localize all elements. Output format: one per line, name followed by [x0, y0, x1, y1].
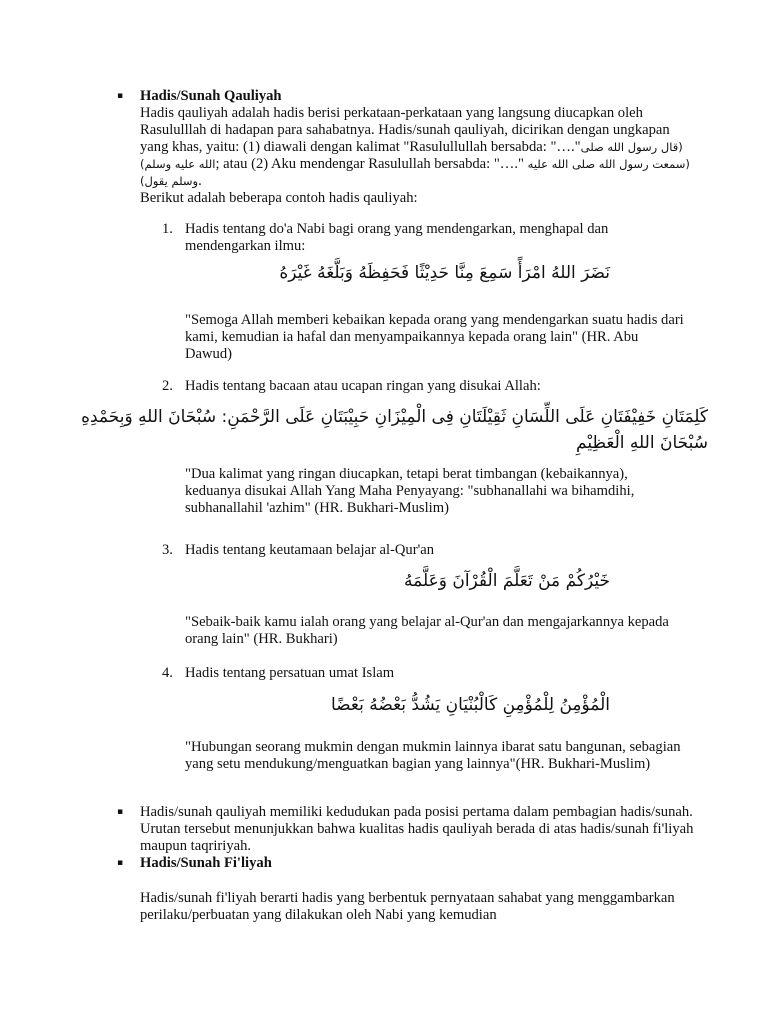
section-qauliyah — [140, 88, 700, 207]
example-number-1: 1. — [162, 221, 173, 237]
intro-text-mid: ; atau (2) Aku mendengar Rasulullah bersabda: "…." — [215, 156, 525, 172]
bullet-marker: ▪ — [117, 807, 124, 817]
section-intro-2: Berikut adalah beberapa contoh hadis qauliyah: — [140, 190, 418, 206]
example-number-4: 4. — [162, 665, 173, 681]
intro-arabic-1: (قال رسول الله صلى الله عليه وسلم) — [140, 140, 683, 171]
section-intro-filiyah: Hadis/sunah fi'liyah berarti hadis yang berbentuk pernyataan sahabat yang menggambarkan perilaku/perbuatan yang dilakukan oleh Nabi yang kemudian — [140, 890, 675, 923]
example-arabic-3: خَيْرُكُمْ مَنْ تَعَلَّمَ الْقُرْآنَ وَعَلَّمَهُ — [404, 571, 610, 591]
intro-text-1: Hadis qauliyah adalah hadis berisi perkataan-perkataan yang langsung diucapkan oleh Rasululllah di hadapan para sahabatnya. Hadis/sunah qauliyah, dicirikan dengan ungkapan yang khas, yaitu: (1) diawali dengan kalimat "Rasulullullah bersabda: — [140, 105, 670, 155]
example-title-2: Hadis tentang bacaan atau ucapan ringan yang disukai Allah: — [185, 378, 541, 394]
example-translation-4: "Hubungan seorang mukmin dengan mukmin lainnya ibarat satu bangunan, sebagian yang setu mendukung/menguatkan bagian yang lainnya"(HR. Bukhari-Muslim) — [185, 739, 681, 772]
example-translation-3: "Sebaik-baik kamu ialah orang yang belajar al-Qur'an dan mengajarkannya kepada orang lain" (HR. Bukhari) — [185, 614, 669, 647]
section-heading-qauliyah: Hadis/Sunah Qauliyah — [140, 88, 282, 104]
example-number-2: 2. — [162, 378, 173, 394]
example-title-1: Hadis tentang do'a Nabi bagi orang yang mendengarkan, menghapal dan mendengarkan ilmu: — [185, 221, 609, 254]
position-note: Hadis/sunah qauliyah memiliki kedudukan pada posisi pertama dalam pembagian hadis/sunah. Urutan tersebut menunjukkan bahwa kualitas hadis qauliyah berada di atas hadis/sunah fi'liyah maupun taqririyah. — [140, 804, 694, 854]
section-heading-filiyah: Hadis/Sunah Fi'liyah — [140, 855, 272, 871]
section-intro-qauliyah — [140, 105, 700, 190]
example-number-3: 3. — [162, 542, 173, 558]
example-arabic-2: كَلِمَتَانِ خَفِيْفَتَانِ عَلَى اللِّسَانِ ثَقِيْلَتَانِ فِى الْمِيْزَانِ حَبِيْبَتَانِ عَلَى الرَّحْمَنِ: سُبْحَانَ اللهِ وَبِحَمْدِهِ سُبْحَانَ اللهِ الْعَظِيْمِ — [81, 407, 708, 453]
example-translation-1: "Semoga Allah memberi kebaikan kepada orang yang mendengarkan suatu hadis dari kami, kemudian ia hafal dan menyampaikannya kepada orang lain" (HR. Abu Dawud) — [185, 312, 684, 362]
bullet-marker: ▪ — [117, 91, 124, 101]
example-title-4: Hadis tentang persatuan umat Islam — [185, 665, 395, 681]
example-translation-2: "Dua kalimat yang ringan diucapkan, tetapi berat timbangan (kebaikannya), keduanya disukai Allah Yang Maha Penyayang: "subhanallahi wa bihamdihi, subhanallahil 'azhim" (HR. Bukhari-Muslim) — [185, 466, 635, 516]
intro-arabic-2: (سمعت رسول الله صلى الله عليه وسلم يقول) — [140, 157, 690, 188]
intro-quote-1: "…." — [550, 139, 581, 155]
bullet-marker: ▪ — [117, 858, 124, 868]
example-arabic-4: الْمُؤْمِنُ لِلْمُؤْمِنِ كَالْبُنْيَانِ يَشُدُّ بَعْضُهُ بَعْضًا — [330, 695, 610, 715]
example-arabic-1: نَضَرَ اللهُ امْرَأً سَمِعَ مِنَّا حَدِيْثًا فَحَفِظَهُ وَبَلَّغَهُ غَيْرَهُ — [279, 263, 610, 283]
intro-text-end: . — [198, 173, 202, 189]
example-title-3: Hadis tentang keutamaan belajar al-Qur'an — [185, 542, 434, 558]
